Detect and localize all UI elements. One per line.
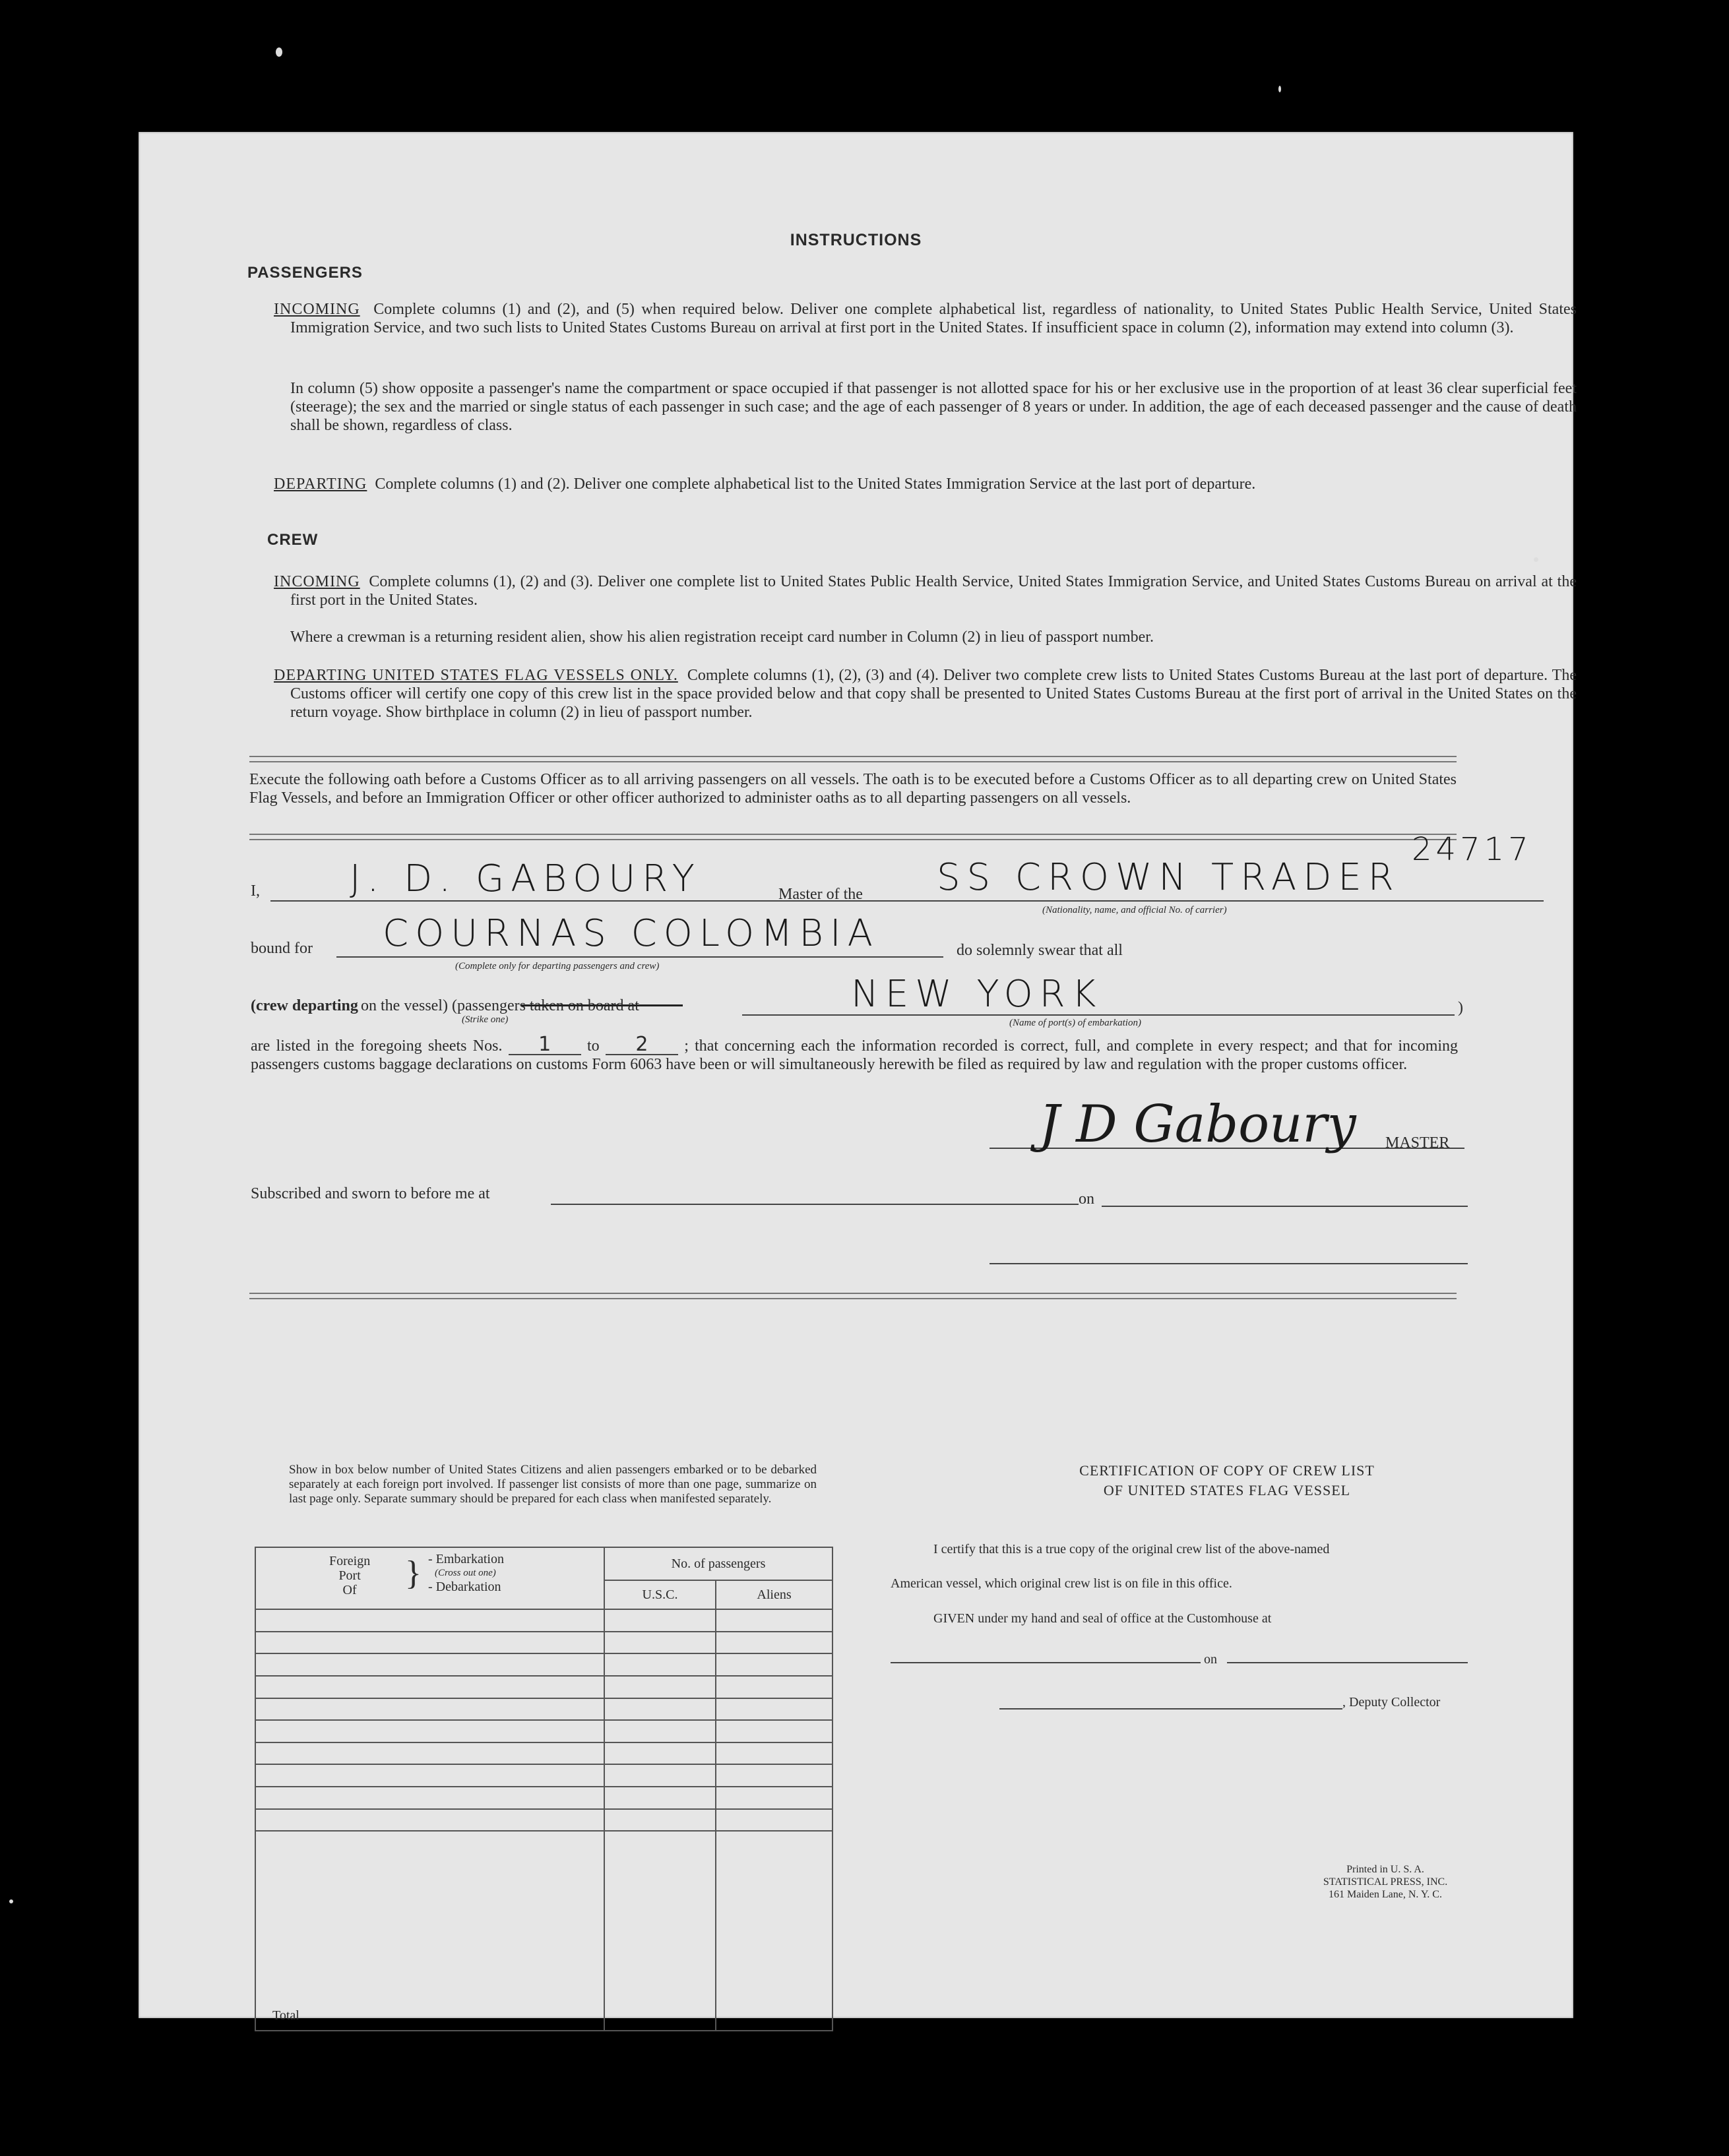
customhouse-line: [891, 1662, 1201, 1663]
vessel-caption: (Nationality, name, and official No. of carrier): [1042, 905, 1227, 915]
officer-signature-line: [990, 1263, 1468, 1264]
subscribed-on-label: on: [1079, 1190, 1094, 1208]
usc-header: U.S.C.: [604, 1580, 716, 1609]
port-caption: (Name of port(s) of embarkation): [1009, 1018, 1141, 1028]
foreign-port-of-label: Foreign Port Of: [329, 1554, 371, 1597]
oath-i-label: I,: [251, 882, 260, 900]
strike-caption: (Strike one): [462, 1014, 509, 1025]
bound-for-label: bound for: [251, 940, 313, 957]
master-label: MASTER: [1385, 1134, 1450, 1152]
certification-title: CERTIFICATION OF COPY OF CREW LIST OF UNITED STATES FLAG VESSEL: [1079, 1462, 1375, 1498]
table-row: [255, 1742, 833, 1765]
given-text: GIVEN under my hand and seal of office at the Customhouse at: [933, 1611, 1272, 1626]
table-row: [255, 1809, 833, 1832]
document-page: [139, 132, 1577, 2023]
crew-departing-label: DEPARTING UNITED STATES FLAG VESSELS ONLY.: [274, 667, 678, 684]
passengers-incoming-text: Complete columns (1) and (2), and (5) when required below. Deliver one complete alphabetical list, regardless of nationality, to United States Public Health Service, United States Immigration Service, and two such lists to United States Customs Bureau on arrival at first port in the United States. If insufficient space in column (2), information may extend into column (3).: [290, 301, 1577, 336]
table-row: [255, 1653, 833, 1676]
table-row: [255, 1676, 833, 1698]
scan-speck: [1534, 557, 1538, 562]
passengers-heading: PASSENGERS: [247, 264, 363, 282]
aliens-header: Aliens: [716, 1580, 833, 1609]
certification-on-label: on: [1204, 1652, 1217, 1667]
section-divider: [249, 1293, 1457, 1299]
swear-text: do solemnly swear that all: [957, 942, 1123, 959]
crew-returning-paragraph: Where a crewman is a returning resident alien, show his alien registration receipt card number in Column (2) in lieu of passport number.: [290, 629, 1154, 646]
section-divider: [249, 834, 1457, 840]
subscribed-place-line: [551, 1204, 1079, 1205]
table-row: [255, 1720, 833, 1742]
master-name-handwritten: J. D. GABOURY: [350, 857, 701, 900]
total-label: Total: [255, 1831, 604, 2031]
summary-instruction: Show in box below number of United States Citizens and alien passengers embarked or to be debarked separately at each foreign port involved. If passenger list consists of more than one page, summarize on last page only. Separate summary should be prepared for each class when manifested separately.: [289, 1463, 817, 1506]
bound-for-line: [336, 956, 943, 958]
crew-departing-text: Complete columns (1), (2), (3) and (4). Deliver two complete crew lists to United States Customs Bureau at the last port of departure. The Customs officer will certify one copy of this crew list in the space provided below and that copy shall be presented to United States Customs Bureau at the first port of arrival in the United States on the return voyage. Show birthplace in column (2) in lieu of passport number.: [290, 667, 1577, 721]
passengers-departing-label: DEPARTING: [274, 476, 367, 493]
closing-paren: ): [1458, 999, 1463, 1016]
no-passengers-header: No. of passengers: [604, 1547, 833, 1580]
brace-icon: }: [405, 1555, 422, 1592]
master-signature: J D Gaboury: [1039, 1095, 1356, 1154]
passengers-incoming-label: INCOMING: [274, 301, 360, 318]
crew-heading: CREW: [267, 531, 319, 549]
embarkation-option: - Embarkation: [428, 1552, 504, 1566]
foreign-port-header: [255, 1547, 604, 1609]
certify-line-2: American vessel, which original crew list is on file in this office.: [891, 1576, 1232, 1591]
on-vessel-text: on the vessel) (passengers taken on board at: [361, 997, 639, 1014]
cross-out-caption: (Cross out one): [435, 1568, 496, 1578]
deputy-signature-line: [999, 1708, 1342, 1709]
total-row: [255, 1831, 833, 2031]
passengers-departing-text: Complete columns (1) and (2). Deliver one complete alphabetical list to the United States Immigration Service at the last port of departure.: [375, 476, 1256, 493]
passengers-departing-paragraph: [274, 475, 1577, 493]
section-divider: [249, 756, 1457, 762]
vessel-line: [891, 900, 1544, 902]
table-row: [255, 1787, 833, 1809]
printer-imprint: Printed in U. S. A. STATISTICAL PRESS, INC. 161 Maiden Lane, N. Y. C.: [1323, 1864, 1448, 1900]
master-of-label: Master of the: [778, 886, 863, 903]
sheets-suffix: ; that concerning each the information recorded is correct, full, and complete in every respect; and that for incoming passengers customs baggage declarations on customs Form 6063 have been or will simultaneously herewith be filed as required by law and regulation with the proper customs officer.: [251, 1037, 1459, 1073]
crew-departing-option: (crew departing: [251, 997, 358, 1014]
table-row: [255, 1609, 833, 1632]
scan-speck: [276, 47, 282, 57]
table-row: [255, 1632, 833, 1654]
deputy-collector-label: , Deputy Collector: [1342, 1695, 1441, 1709]
table-row: [255, 1698, 833, 1721]
certify-line-1: I certify that this is a true copy of the original crew list of the above-named: [933, 1542, 1330, 1556]
sheet-to-label: to: [586, 1037, 600, 1055]
crew-incoming-text: Complete columns (1), (2) and (3). Deliver one complete list to United States Public Health Service, United States Immigration Service, and United States Customs Bureau on arrival at the first port in the United States.: [290, 573, 1577, 609]
sheets-prefix: are listed in the foregoing sheets Nos.: [251, 1037, 503, 1055]
sheet-to-handwritten: 2: [606, 1035, 678, 1055]
strike-through-mark: [521, 1004, 683, 1006]
instructions-title: INSTRUCTIONS: [790, 231, 922, 249]
subscribed-date-line: [1102, 1206, 1468, 1207]
bound-for-handwritten: COURNAS COLOMBIA: [383, 912, 879, 955]
bound-caption: (Complete only for departing passengers and crew): [455, 961, 660, 971]
scan-speck: [1278, 86, 1281, 92]
port-handwritten: NEW YORK: [851, 973, 1103, 1016]
sheets-paragraph: [251, 1035, 1458, 1074]
vessel-handwritten: SS CROWN TRADER: [937, 856, 1400, 899]
passengers-column5-paragraph: In column (5) show opposite a passenger's name the compartment or space occupied if that passenger is not allotted space for his or her exclusive use in the proportion of at least 36 clear superficial feet (steerage); the sex and the married or single status of each passenger in such case; and the age of each passenger of 8 years or under. In addition, the age of each deceased passenger and the cause of death shall be shown, regardless of class.: [290, 380, 1577, 434]
table-row: [255, 1764, 833, 1787]
oath-instruction: Execute the following oath before a Customs Officer as to all arriving passengers on all vessels. The oath is to be executed before a Customs Officer as to all departing crew on United States Flag Vessels, and before an Immigration Officer or other officer authorized to administer oaths as to all departing passengers on all vessels.: [249, 771, 1457, 807]
passenger-summary-table: [255, 1547, 833, 2031]
crew-incoming-paragraph: [274, 572, 1577, 609]
debarkation-option: - Debarkation: [428, 1580, 501, 1594]
certification-date-line: [1227, 1662, 1468, 1663]
sheet-from-handwritten: 1: [509, 1035, 581, 1055]
crew-departing-paragraph: [274, 666, 1577, 722]
vessel-number-handwritten: 24717: [1412, 831, 1532, 868]
scan-speck: [9, 1899, 13, 1903]
subscribed-label: Subscribed and sworn to before me at: [251, 1185, 490, 1202]
crew-incoming-label: INCOMING: [274, 573, 360, 590]
passengers-incoming-paragraph: [274, 300, 1577, 337]
